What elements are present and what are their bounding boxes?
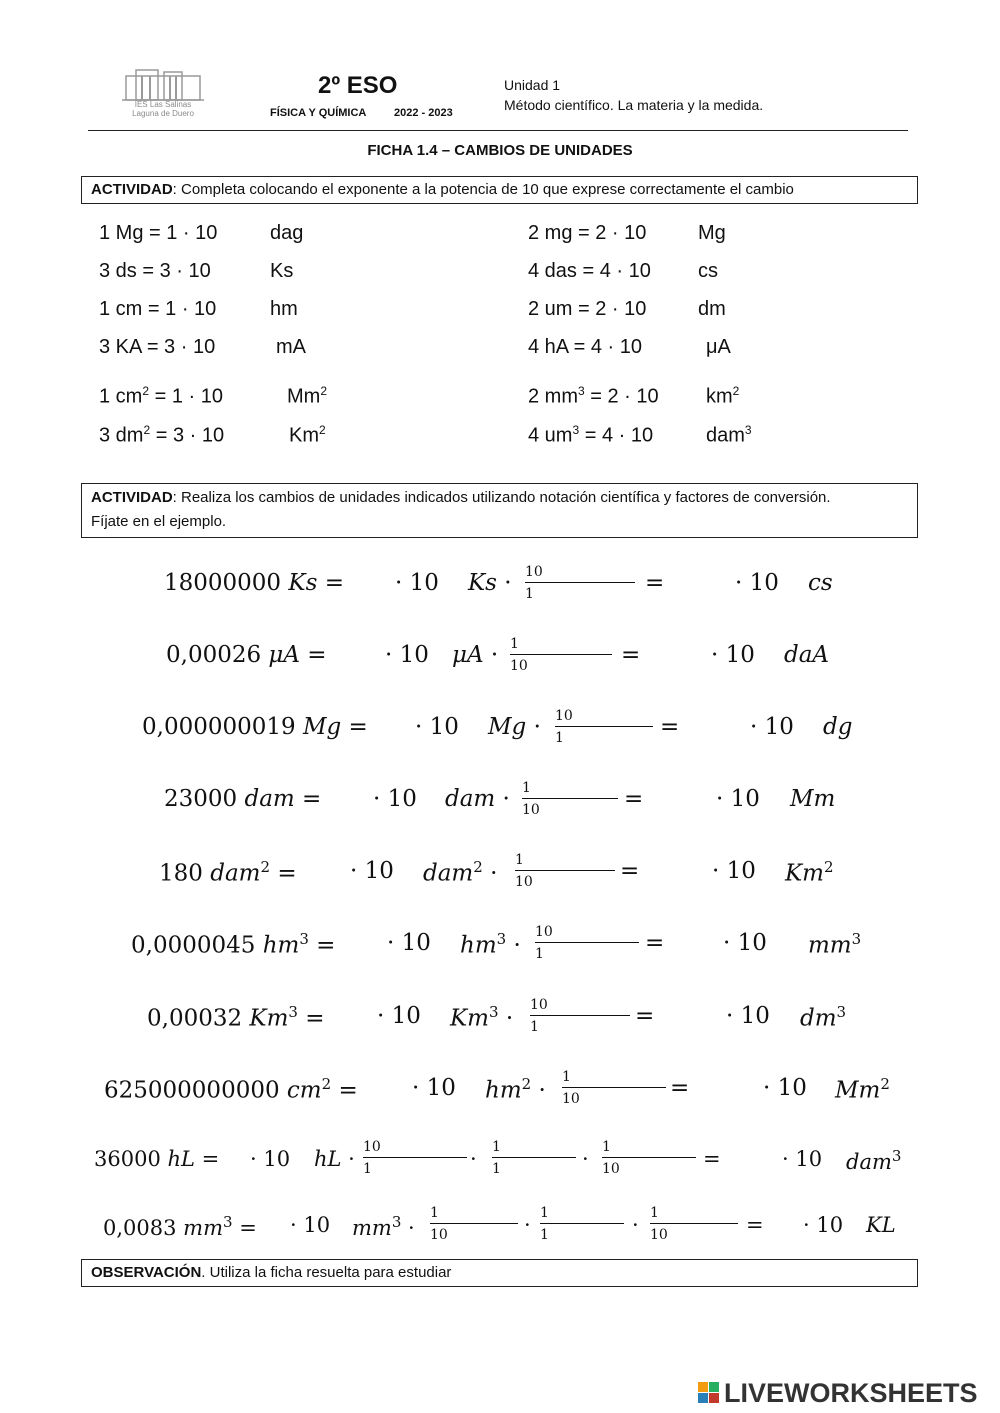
target-unit: Mm$^2$ [835, 1075, 890, 1104]
fraction-bar [515, 870, 615, 871]
conversion-factor [363, 1139, 467, 1179]
source-unit: dam · [445, 786, 510, 812]
conversion-factor [510, 636, 612, 676]
times-ten: · 10 [250, 1147, 291, 1171]
source-unit: hL · [314, 1147, 355, 1171]
superscript: 2 [732, 384, 740, 398]
times-ten: · 10 [782, 1147, 823, 1171]
activity-2-instructions [81, 483, 918, 538]
source-unit: Mg · [488, 714, 541, 740]
exercise-lhs: 3 $dm^2 = 3 \cdot 10$ [99, 423, 225, 447]
superscript: 2 [143, 423, 151, 437]
source-unit: Ks · [468, 570, 512, 596]
sheet-title: FICHA 1.4 – CAMBIOS DE UNIDADES [367, 142, 633, 159]
equals-sign: = [645, 570, 665, 596]
conversion-factor [530, 997, 630, 1037]
problem-value: 0,0083 $mm^3$ = [103, 1213, 257, 1240]
exercise-unit: Mm$^2$ [287, 384, 328, 408]
superscript: 2 [880, 1075, 890, 1093]
factor-denominator: 1 [555, 730, 564, 746]
factor-numerator: 1 [522, 780, 531, 796]
times-ten: · 10 [412, 1075, 456, 1101]
times-ten: · 10 [385, 642, 429, 668]
factor-denominator: 1 [363, 1161, 372, 1177]
times-ten: · 10 [735, 570, 779, 596]
course-title: 2º ESO [318, 72, 398, 99]
equals-sign: = [620, 858, 640, 884]
factor-numerator: 10 [530, 997, 548, 1013]
factor-denominator: 10 [430, 1227, 448, 1243]
exercise-unit: Mg [698, 222, 726, 244]
problem-value: 180 dam$^2$ = [159, 858, 297, 887]
factor-numerator: 10 [525, 564, 543, 580]
factor-numerator: 1 [430, 1205, 439, 1221]
source-unit: $hm^3$ · [460, 930, 521, 959]
exercise-lhs: 2 mg = 2 · 10 [528, 222, 647, 244]
exercise-unit: $km^2$ [706, 384, 740, 408]
times-ten: · 10 [373, 786, 417, 812]
superscript: 3 [299, 930, 309, 948]
liveworksheets-logo-icon [698, 1382, 720, 1404]
source-unit: $mm^3$ · [352, 1213, 415, 1240]
conversion-factor [555, 708, 653, 748]
exercise-unit: hm [270, 298, 298, 320]
superscript: 3 [578, 384, 585, 398]
superscript: 3 [572, 423, 580, 437]
problem-value: 0,00026 μA = [166, 642, 327, 668]
superscript: 2 [319, 423, 326, 437]
factor-numerator: 1 [510, 636, 519, 652]
target-unit: $mm^3$ [808, 930, 862, 959]
superscript: 3 [222, 1213, 233, 1231]
unit-title: Método científico. La materia y la medida. [504, 97, 764, 113]
exercise-unit: Km$^2$ [289, 423, 326, 447]
conversion-factor [525, 564, 635, 604]
superscript: 2 [521, 1075, 532, 1093]
times-ten: · 10 [803, 1213, 844, 1237]
factor-denominator: 1 [540, 1227, 549, 1243]
superscript: 2 [321, 1075, 332, 1093]
conversion-factor [602, 1139, 696, 1179]
exercise-lhs: 4 $um^3 = 4 \cdot 10$ [528, 423, 654, 447]
exercise-lhs: 1 cm = 1 · 10 [99, 298, 217, 320]
source-unit: dam$^2$ · [423, 858, 498, 887]
times-ten: · 10 [716, 786, 760, 812]
exercise-lhs: 1 Mg = 1 · 10 [99, 222, 218, 244]
exercise-unit: dam$^3$ [706, 423, 752, 447]
fraction-bar [650, 1223, 738, 1224]
superscript: 3 [836, 1003, 847, 1021]
exercise-unit: μA [706, 336, 731, 358]
factor-numerator: 1 [602, 1139, 611, 1155]
problem-value: 0,000000019 Mg = [142, 714, 368, 740]
exercise-unit: cs [698, 260, 718, 282]
target-unit: $dm^3$ [800, 1003, 847, 1032]
factor-numerator: 1 [650, 1205, 659, 1221]
activity-text: : Realiza los cambios de unidades indicados utilizando notación científica y factores de conversión. [172, 489, 831, 506]
fraction-bar [562, 1087, 666, 1088]
subject-label: FÍSICA Y QUÍMICA [270, 107, 367, 119]
times-ten: · 10 [395, 570, 439, 596]
factor-denominator: 10 [522, 802, 540, 818]
factor-denominator: 1 [530, 1019, 539, 1035]
conversion-factor [535, 924, 639, 964]
superscript: 3 [288, 1003, 298, 1021]
factor-denominator: 1 [535, 946, 544, 962]
liveworksheets-brand: LIVEWORKSHEETS [724, 1378, 978, 1408]
multiply-dot: · [632, 1213, 639, 1237]
conversion-factor [650, 1205, 738, 1245]
target-unit: dg [823, 714, 853, 740]
times-ten: · 10 [750, 714, 794, 740]
source-unit: μA · [452, 642, 499, 668]
target-unit: daA [784, 642, 830, 668]
superscript: 2 [260, 858, 271, 876]
observation-box [81, 1259, 918, 1287]
factor-numerator: 10 [555, 708, 573, 724]
superscript: 2 [320, 384, 328, 398]
exercise-unit: mA [276, 336, 306, 358]
fraction-bar [530, 1015, 630, 1016]
multiply-dot: · [524, 1213, 531, 1237]
times-ten: · 10 [350, 858, 394, 884]
factor-denominator: 1 [492, 1161, 501, 1177]
superscript: 3 [744, 423, 752, 437]
conversion-factor [522, 780, 618, 820]
target-unit: cs [808, 570, 833, 596]
times-ten: · 10 [377, 1003, 421, 1029]
equals-sign: = [746, 1213, 764, 1237]
equals-sign: = [635, 1003, 655, 1029]
problem-value: 36000 hL = [94, 1147, 220, 1171]
conversion-factor [515, 852, 615, 892]
superscript: 2 [824, 858, 834, 876]
exercise-lhs: 1 $cm^2 = 1 \cdot 10$ [99, 384, 223, 408]
activity-label: ACTIVIDAD [91, 489, 173, 506]
equals-sign: = [645, 930, 665, 956]
factor-numerator: 1 [515, 852, 524, 868]
fraction-bar [555, 726, 653, 727]
factor-denominator: 10 [515, 874, 533, 890]
times-ten: · 10 [290, 1213, 331, 1237]
superscript: 3 [891, 1147, 902, 1165]
activity-1-instructions [81, 176, 918, 204]
superscript: 2 [142, 384, 150, 398]
superscript: 3 [391, 1213, 402, 1231]
factor-denominator: 10 [510, 658, 528, 674]
exercise-lhs: 3 ds = 3 · 10 [99, 260, 211, 282]
times-ten: · 10 [712, 858, 756, 884]
exercise-lhs: 2 um = 2 · 10 [528, 298, 647, 320]
times-ten: · 10 [711, 642, 755, 668]
equals-sign: = [703, 1147, 721, 1171]
fraction-bar [492, 1157, 576, 1158]
problem-value: 23000 dam = [164, 786, 322, 812]
source-unit: $hm^2$ · [485, 1075, 546, 1104]
source-unit: $Km^3$ · [450, 1003, 514, 1032]
factor-numerator: 10 [363, 1139, 381, 1155]
unit-label: Unidad 1 [504, 77, 561, 93]
problem-value: 625000000000 $cm^2$ = [104, 1075, 358, 1104]
superscript: 3 [496, 930, 507, 948]
equals-sign: = [670, 1075, 690, 1101]
factor-denominator: 1 [525, 586, 534, 602]
exercise-lhs: 3 KA = 3 · 10 [99, 336, 216, 358]
superscript: 3 [851, 930, 862, 948]
factor-numerator: 1 [492, 1139, 501, 1155]
factor-denominator: 10 [650, 1227, 668, 1243]
problem-value: 0,00032 $Km^3$ = [147, 1003, 325, 1032]
multiply-dot: · [470, 1147, 477, 1171]
equals-sign: = [660, 714, 680, 740]
factor-numerator: 1 [540, 1205, 549, 1221]
problem-value: 0,0000045 $hm^3$ = [131, 930, 336, 959]
fraction-bar [540, 1223, 624, 1224]
school-logo-text: IES Las Salinas Laguna de Duero [132, 100, 194, 118]
conversion-factor [562, 1069, 666, 1109]
equals-sign: = [621, 642, 641, 668]
exercise-unit: Ks [270, 260, 294, 282]
superscript: 2 [473, 858, 483, 876]
factor-denominator: 10 [562, 1091, 580, 1107]
times-ten: · 10 [726, 1003, 770, 1029]
times-ten: · 10 [763, 1075, 807, 1101]
equals-sign: = [624, 786, 644, 812]
conversion-factor [540, 1205, 624, 1245]
activity-text-line2: Fíjate en el ejemplo. [91, 513, 227, 530]
exercise-unit: dm [698, 298, 726, 320]
activity-text: : Completa colocando el exponente a la potencia de 10 que exprese correctamente el cambio [172, 181, 794, 198]
observation-text: . Utiliza la ficha resuelta para estudiar [201, 1264, 452, 1281]
times-ten: · 10 [723, 930, 767, 956]
factor-numerator: 1 [562, 1069, 571, 1085]
exercise-lhs: 4 hA = 4 · 10 [528, 336, 642, 358]
target-unit: Km$^2$ [785, 858, 834, 887]
times-ten: · 10 [387, 930, 431, 956]
fraction-bar [510, 654, 612, 655]
problem-value: 18000000 Ks = [164, 570, 344, 596]
conversion-factor [430, 1205, 518, 1245]
factor-numerator: 10 [535, 924, 553, 940]
school-year: 2022 - 2023 [394, 107, 453, 119]
exercise-unit: dag [270, 222, 304, 244]
superscript: 3 [489, 1003, 499, 1021]
fraction-bar [522, 798, 618, 799]
fraction-bar [535, 942, 639, 943]
target-unit: Mm [790, 786, 836, 812]
exercise-lhs: 4 das = 4 · 10 [528, 260, 651, 282]
fraction-bar [525, 582, 635, 583]
header-divider [88, 130, 908, 131]
activity-label: ACTIVIDAD [91, 181, 173, 198]
target-unit: dam$^3$ [846, 1147, 902, 1174]
target-unit: KL [866, 1213, 896, 1237]
fraction-bar [430, 1223, 518, 1224]
conversion-factor [492, 1139, 576, 1179]
fraction-bar [363, 1157, 467, 1158]
factor-denominator: 10 [602, 1161, 620, 1177]
fraction-bar [602, 1157, 696, 1158]
observation-label: OBSERVACIÓN [91, 1264, 202, 1281]
multiply-dot: · [582, 1147, 589, 1171]
exercise-lhs: 2 $mm^3 = 2 \cdot 10$ [528, 384, 659, 408]
times-ten: · 10 [415, 714, 459, 740]
